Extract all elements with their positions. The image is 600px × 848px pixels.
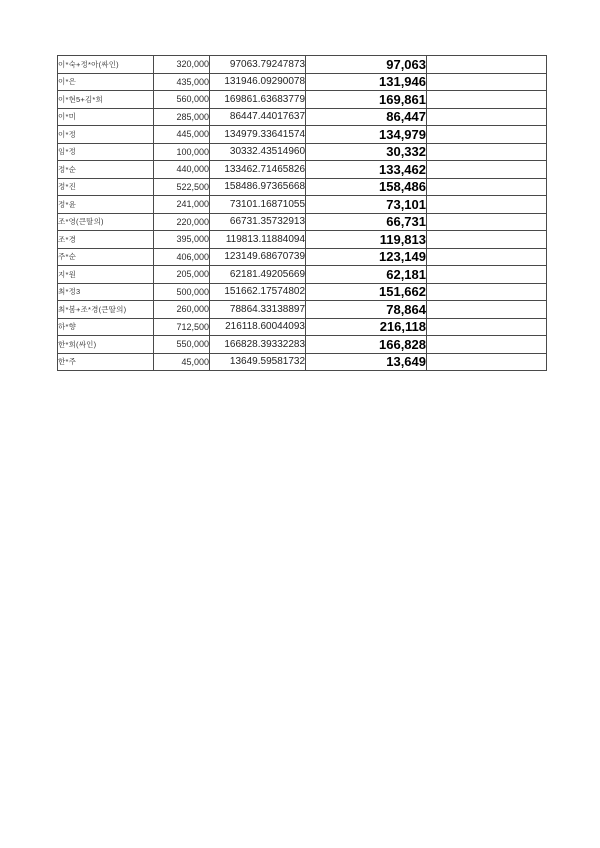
- paid-amount-cell: 220,000: [154, 213, 210, 231]
- paid-amount-cell: 712,500: [154, 318, 210, 336]
- rounded-amount-cell: 169,861: [306, 91, 427, 109]
- paid-amount-cell: 395,000: [154, 231, 210, 249]
- calculated-value-cell: 131946.09290078: [210, 73, 306, 91]
- rounded-amount-cell: 123,149: [306, 248, 427, 266]
- empty-note-cell: [427, 56, 547, 74]
- table-row: [58, 108, 547, 126]
- empty-note-cell: [427, 318, 547, 336]
- table-row: [58, 126, 547, 144]
- payer-name-cell: 최*봄+조*경(큰딸의): [58, 301, 154, 319]
- rounded-amount-cell: 166,828: [306, 336, 427, 354]
- table-row: [58, 336, 547, 354]
- calculated-value-cell: 97063.79247873: [210, 56, 306, 74]
- rounded-amount-cell: 30,332: [306, 143, 427, 161]
- payer-name-cell: 정*진: [58, 178, 154, 196]
- table-row: [58, 143, 547, 161]
- payer-name-cell: 이*정: [58, 126, 154, 144]
- paid-amount-cell: 406,000: [154, 248, 210, 266]
- empty-note-cell: [427, 301, 547, 319]
- paid-amount-cell: 260,000: [154, 301, 210, 319]
- calculated-value-cell: 134979.33641574: [210, 126, 306, 144]
- calculated-value-cell: 119813.11884094: [210, 231, 306, 249]
- table-row: [58, 196, 547, 214]
- payer-name-cell: 한*주: [58, 353, 154, 371]
- calculated-value-cell: 62181.49205669: [210, 266, 306, 284]
- rounded-amount-cell: 119,813: [306, 231, 427, 249]
- table-row: [58, 248, 547, 266]
- calculated-value-cell: 166828.39332283: [210, 336, 306, 354]
- rounded-amount-cell: 66,731: [306, 213, 427, 231]
- empty-note-cell: [427, 108, 547, 126]
- rounded-amount-cell: 216,118: [306, 318, 427, 336]
- payer-name-cell: 이*현5+김*희: [58, 91, 154, 109]
- table-row: [58, 213, 547, 231]
- table-row: [58, 353, 547, 371]
- empty-note-cell: [427, 266, 547, 284]
- payer-name-cell: 조*영(큰딸의): [58, 213, 154, 231]
- paid-amount-cell: 522,500: [154, 178, 210, 196]
- paid-amount-cell: 285,000: [154, 108, 210, 126]
- payer-name-cell: 지*원: [58, 266, 154, 284]
- payer-name-cell: 최*정3: [58, 283, 154, 301]
- empty-note-cell: [427, 336, 547, 354]
- paid-amount-cell: 550,000: [154, 336, 210, 354]
- settlement-table-body: [58, 56, 547, 371]
- rounded-amount-cell: 86,447: [306, 108, 427, 126]
- calculated-value-cell: 30332.43514960: [210, 143, 306, 161]
- empty-note-cell: [427, 213, 547, 231]
- payer-name-cell: 이*은: [58, 73, 154, 91]
- calculated-value-cell: 78864.33138897: [210, 301, 306, 319]
- paid-amount-cell: 435,000: [154, 73, 210, 91]
- payer-name-cell: 한*희(싸인): [58, 336, 154, 354]
- rounded-amount-cell: 134,979: [306, 126, 427, 144]
- table-row: [58, 91, 547, 109]
- rounded-amount-cell: 78,864: [306, 301, 427, 319]
- settlement-table: [57, 55, 547, 371]
- paid-amount-cell: 45,000: [154, 353, 210, 371]
- empty-note-cell: [427, 196, 547, 214]
- payer-name-cell: 하*향: [58, 318, 154, 336]
- empty-note-cell: [427, 231, 547, 249]
- table-row: [58, 178, 547, 196]
- paid-amount-cell: 440,000: [154, 161, 210, 179]
- paid-amount-cell: 500,000: [154, 283, 210, 301]
- calculated-value-cell: 133462.71465826: [210, 161, 306, 179]
- calculated-value-cell: 151662.17574802: [210, 283, 306, 301]
- payer-name-cell: 이*미: [58, 108, 154, 126]
- empty-note-cell: [427, 178, 547, 196]
- calculated-value-cell: 86447.44017637: [210, 108, 306, 126]
- table-row: [58, 161, 547, 179]
- empty-note-cell: [427, 283, 547, 301]
- empty-note-cell: [427, 161, 547, 179]
- table-row: [58, 73, 547, 91]
- paid-amount-cell: 241,000: [154, 196, 210, 214]
- empty-note-cell: [427, 91, 547, 109]
- rounded-amount-cell: 13,649: [306, 353, 427, 371]
- rounded-amount-cell: 151,662: [306, 283, 427, 301]
- payer-name-cell: 이*숙+정*아(싸인): [58, 56, 154, 74]
- calculated-value-cell: 158486.97365668: [210, 178, 306, 196]
- payer-name-cell: 정*순: [58, 161, 154, 179]
- calculated-value-cell: 73101.16871055: [210, 196, 306, 214]
- table-row: [58, 231, 547, 249]
- table-row: [58, 301, 547, 319]
- table-row: [58, 283, 547, 301]
- paid-amount-cell: 560,000: [154, 91, 210, 109]
- calculated-value-cell: 123149.68670739: [210, 248, 306, 266]
- table-row: [58, 56, 547, 74]
- empty-note-cell: [427, 126, 547, 144]
- rounded-amount-cell: 133,462: [306, 161, 427, 179]
- calculated-value-cell: 66731.35732913: [210, 213, 306, 231]
- payer-name-cell: 정*윤: [58, 196, 154, 214]
- rounded-amount-cell: 131,946: [306, 73, 427, 91]
- rounded-amount-cell: 62,181: [306, 266, 427, 284]
- table-row: [58, 318, 547, 336]
- payer-name-cell: 조*경: [58, 231, 154, 249]
- paid-amount-cell: 205,000: [154, 266, 210, 284]
- rounded-amount-cell: 73,101: [306, 196, 427, 214]
- calculated-value-cell: 169861.63683779: [210, 91, 306, 109]
- payer-name-cell: 임*정: [58, 143, 154, 161]
- empty-note-cell: [427, 248, 547, 266]
- calculated-value-cell: 13649.59581732: [210, 353, 306, 371]
- paid-amount-cell: 320,000: [154, 56, 210, 74]
- rounded-amount-cell: 158,486: [306, 178, 427, 196]
- table-row: [58, 266, 547, 284]
- paid-amount-cell: 100,000: [154, 143, 210, 161]
- rounded-amount-cell: 97,063: [306, 56, 427, 74]
- empty-note-cell: [427, 143, 547, 161]
- empty-note-cell: [427, 73, 547, 91]
- payer-name-cell: 주*순: [58, 248, 154, 266]
- calculated-value-cell: 216118.60044093: [210, 318, 306, 336]
- empty-note-cell: [427, 353, 547, 371]
- paid-amount-cell: 445,000: [154, 126, 210, 144]
